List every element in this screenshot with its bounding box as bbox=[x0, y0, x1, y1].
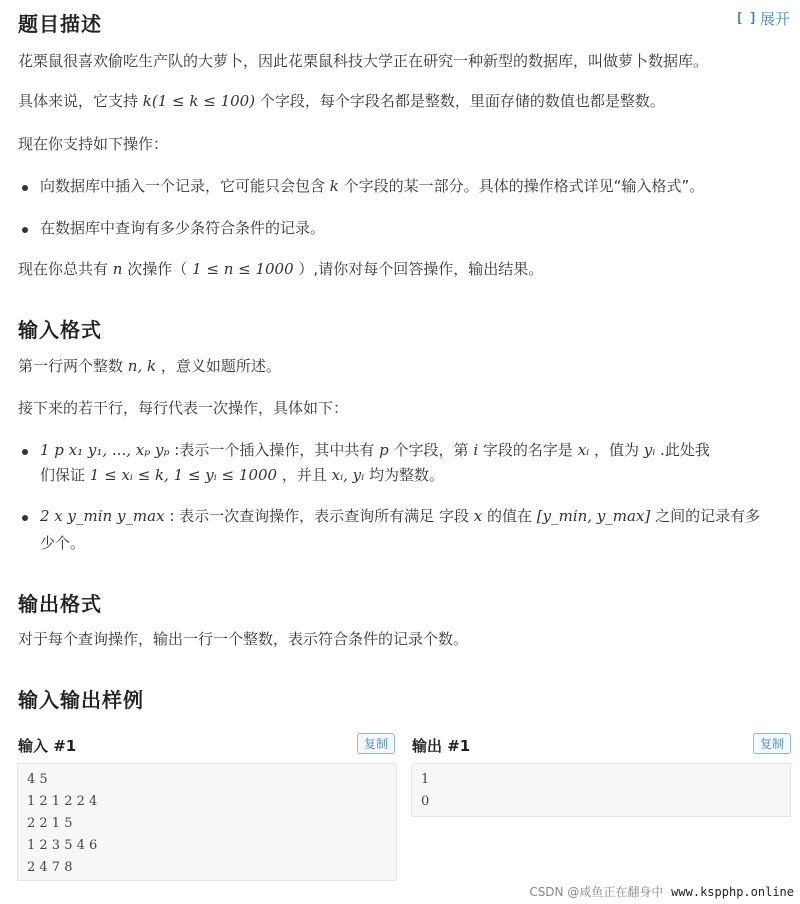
description-title: 题目描述 bbox=[18, 12, 102, 36]
code-line: 4 5 bbox=[27, 772, 48, 787]
code-line: 2 4 7 8 bbox=[27, 860, 73, 875]
sample-output-label: 输出 #1 bbox=[412, 737, 471, 755]
expand-button[interactable] bbox=[736, 8, 791, 29]
code-line: 0 bbox=[421, 794, 430, 809]
input-paragraph-2: 接下来的若干行，每行代表一次操作，具体如下： bbox=[18, 399, 349, 417]
input-bullet-1-line-2: 们保证 1 ≤ xᵢ ≤ k, 1 ≤ yᵢ ≤ 1000 ，并且 xᵢ, yᵢ 均为整数。 bbox=[40, 466, 444, 484]
code-line: 1 2 1 2 2 4 bbox=[27, 794, 98, 809]
input-bullet-1-line-1: 1 p x₁ y₁, ..., xₚ yₚ :表示一个插入操作，其中共有 p 个字段，第 i 字段的名字是 xᵢ ，值为 yᵢ .此处我 bbox=[40, 441, 710, 459]
output-format-title: 输出格式 bbox=[18, 592, 102, 616]
expand-icon: [ ] bbox=[735, 11, 756, 26]
bullet-dot bbox=[22, 185, 28, 191]
bullet-dot bbox=[22, 227, 28, 233]
copy-output-button[interactable]: 复制 bbox=[753, 733, 791, 754]
desc-paragraph-2: 具体来说，它支持 k(1 ≤ k ≤ 100) 个字段，每个字段名都是整数，里面存储的数值也都是整数。 bbox=[18, 92, 665, 110]
desc-paragraph-1: 花栗鼠很喜欢偷吃生产队的大萝卜，因此花栗鼠科技大学正在研究一种新型的数据库，叫做萝卜数据库。 bbox=[18, 52, 709, 70]
samples-title: 输入输出样例 bbox=[18, 688, 144, 712]
expand-label: 展开 bbox=[759, 10, 790, 28]
desc-paragraph-3: 现在你支持如下操作： bbox=[18, 135, 169, 153]
desc-paragraph-4: 现在你总共有 n 次操作（ 1 ≤ n ≤ 1000 ）,请你对每个回答操作，输出结果。 bbox=[18, 260, 544, 278]
code-line: 1 2 3 5 4 6 bbox=[27, 838, 98, 853]
sample-input-label: 输入 #1 bbox=[18, 737, 77, 755]
watermark: CSDN @咸鱼正在翻身中 www.kspphp.online bbox=[529, 885, 794, 899]
input-bullet-2-line-1: 2 x y_min y_max : 表示一次查询操作，表示查询所有满足 字段 x 的值在 [y_min, y_max] 之间的记录有多 bbox=[40, 507, 761, 525]
sample-input-box[interactable] bbox=[17, 763, 397, 881]
sample-output-box[interactable] bbox=[411, 763, 791, 817]
desc-bullet-1: 向数据库中插入一个记录，它可能只会包含 k 个字段的某一部分。具体的操作格式详见“输入格式”。 bbox=[40, 177, 705, 195]
bullet-dot bbox=[22, 515, 28, 521]
code-line: 1 bbox=[421, 772, 430, 787]
copy-input-button[interactable]: 复制 bbox=[357, 733, 395, 754]
input-format-title: 输入格式 bbox=[18, 318, 102, 342]
bullet-dot bbox=[22, 449, 28, 455]
output-paragraph-1: 对于每个查询操作，输出一行一个整数，表示符合条件的记录个数。 bbox=[18, 630, 469, 648]
input-bullet-2-line-2: 少个。 bbox=[40, 534, 86, 552]
code-line: 2 2 1 5 bbox=[27, 816, 73, 831]
input-paragraph-1: 第一行两个整数 n, k ，意义如题所述。 bbox=[18, 357, 281, 375]
desc-bullet-2: 在数据库中查询有多少条符合条件的记录。 bbox=[40, 219, 326, 237]
